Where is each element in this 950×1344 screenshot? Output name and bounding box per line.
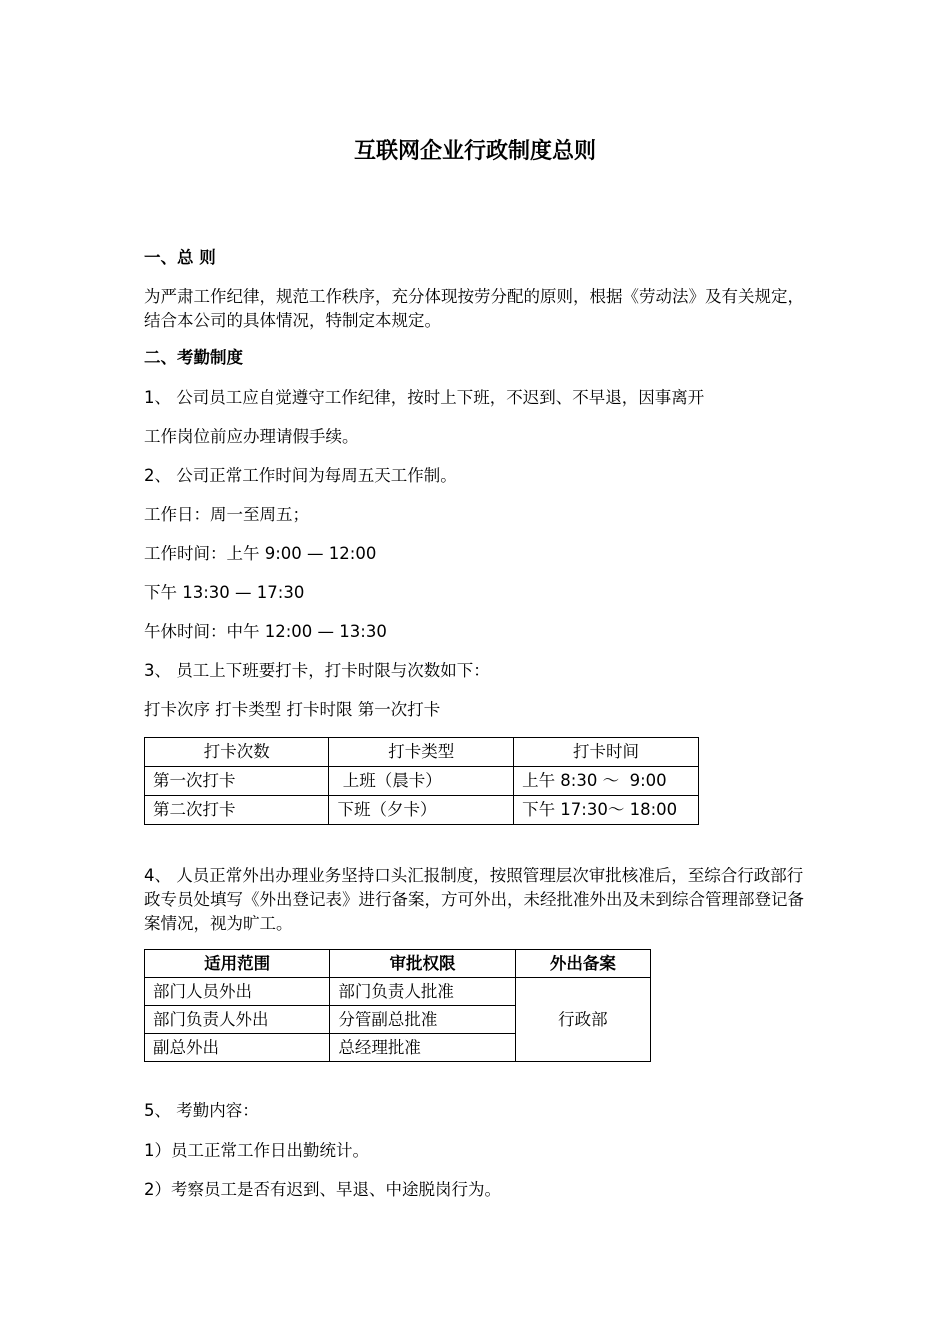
outing-table-header-row <box>145 950 651 978</box>
outing-cell: 部门负责人批准 <box>330 978 515 1006</box>
item-5-2: 2）考察员工是否有迟到、早退、中途脱岗行为。 <box>144 1180 501 1199</box>
workdays-line: 工作日：周一至周五； <box>144 505 309 524</box>
document-title: 互联网企业行政制度总则 <box>353 139 596 164</box>
item-5: 5、 考勤内容： <box>144 1101 259 1120</box>
table-row <box>145 796 699 825</box>
punch-cell: 上班（晨卡） <box>329 767 514 796</box>
item-5-1: 1）员工正常工作日出勤统计。 <box>144 1141 369 1160</box>
outing-filing-cell: 行政部 <box>515 978 650 1062</box>
punch-header-type: 打卡类型 <box>329 738 514 767</box>
item-1-line-2: 工作岗位前应办理请假手续。 <box>144 427 359 446</box>
item-1-line-1: 1、 公司员工应自觉遵守工作纪律，按时上下班，不迟到、不早退，因事离开 <box>144 388 705 407</box>
item-4-paragraph: 4、 人员正常外出办理业务坚持口头汇报制度，按照管理层次审批核准后，至综合行政部行政专员处填写《外出登记表》进行备案，方可外出，未经批准外出及未到综合管理部登记备案情况，视为旷工。 <box>144 866 804 933</box>
section-heading-attendance: 二、考勤制度 <box>144 348 243 367</box>
outing-cell: 总经理批准 <box>330 1034 515 1062</box>
punch-cell: 第一次打卡 <box>145 767 329 796</box>
outing-approval-table <box>144 949 651 1062</box>
outing-header-scope: 适用范围 <box>145 950 330 978</box>
punch-cell: 下班（夕卡） <box>329 796 514 825</box>
outing-cell: 部门人员外出 <box>145 978 330 1006</box>
outing-cell: 部门负责人外出 <box>145 1006 330 1034</box>
punch-header-count: 打卡次数 <box>145 738 329 767</box>
lunch-break-line: 午休时间：中午 12:00 — 13:30 <box>144 622 387 641</box>
punch-cell: 上午 8:30 ～ 9:00 <box>514 767 699 796</box>
general-paragraph: 为严肃工作纪律，规范工作秩序，充分体现按劳分配的原则，根据《劳动法》及有关规定，结合本公司的具体情况，特制定本规定。 <box>144 287 804 330</box>
table-row <box>145 767 699 796</box>
section-heading-general: 一、总 则 <box>144 248 216 267</box>
punch-cell: 下午 17:30～ 18:00 <box>514 796 699 825</box>
punch-cell: 第二次打卡 <box>145 796 329 825</box>
outing-cell: 分管副总批准 <box>330 1006 515 1034</box>
outing-header-approval: 审批权限 <box>330 950 515 978</box>
item-2: 2、 公司正常工作时间为每周五天工作制。 <box>144 466 457 485</box>
item-3: 3、 员工上下班要打卡，打卡时限与次数如下： <box>144 661 490 680</box>
punch-table-header-row <box>145 738 699 767</box>
table-row <box>145 978 651 1006</box>
punch-header-time: 打卡时间 <box>514 738 699 767</box>
work-time-pm: 下午 13:30 — 17:30 <box>144 583 305 602</box>
punch-table <box>144 737 699 825</box>
outing-header-filing: 外出备案 <box>515 950 650 978</box>
work-time-am: 工作时间：上午 9:00 — 12:00 <box>144 544 377 563</box>
outing-cell: 副总外出 <box>145 1034 330 1062</box>
punch-caption: 打卡次序 打卡类型 打卡时限 第一次打卡 <box>144 700 441 719</box>
